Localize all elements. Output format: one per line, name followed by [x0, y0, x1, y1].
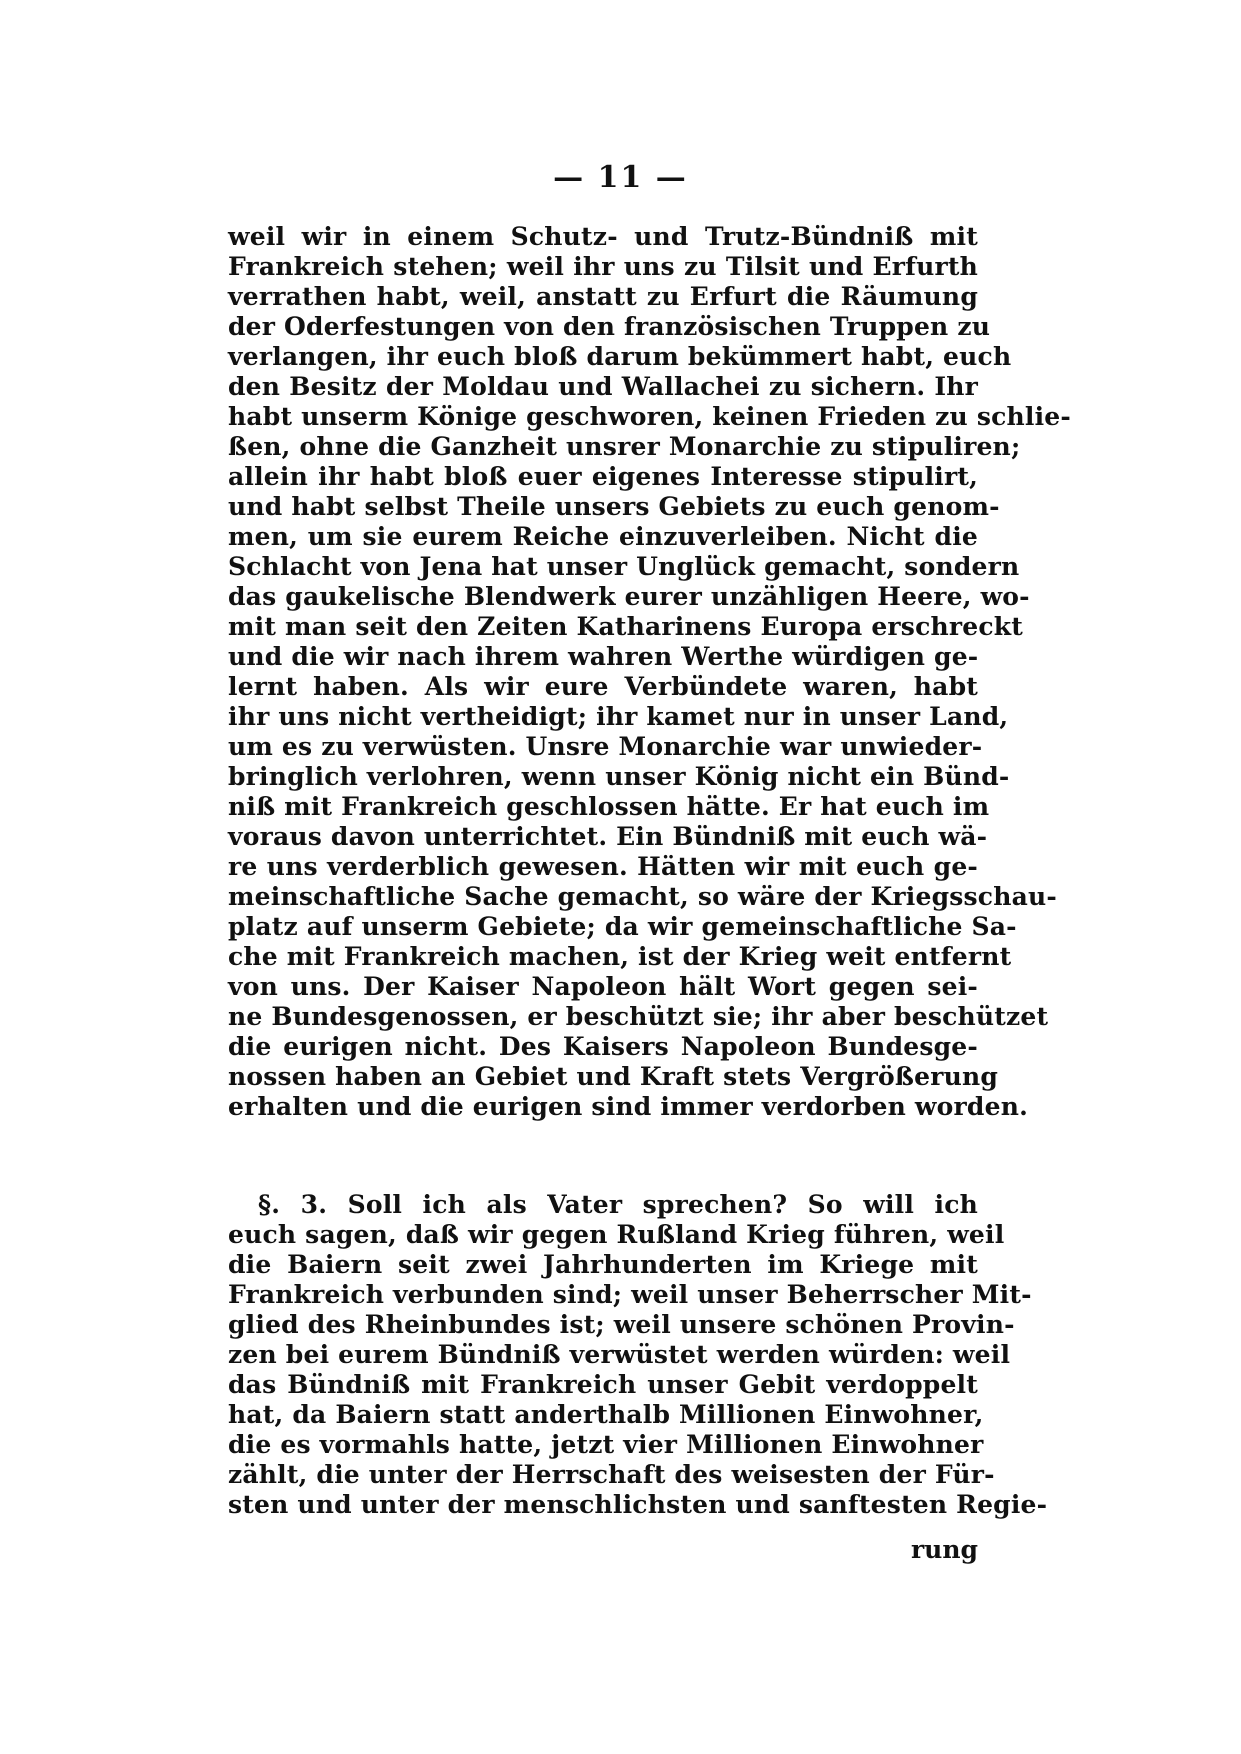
text-line: verrathen habt, weil, anstatt zu Erfurt die Räumung: [228, 282, 978, 311]
text-line: che mit Frankreich machen, ist der Krieg weit entfernt: [228, 942, 1012, 971]
text-line: von uns. Der Kaiser Napoleon hält Wort gegen sei-: [228, 972, 978, 1001]
text-line: re uns verderblich gewesen. Hätten wir mit euch ge-: [228, 852, 978, 881]
text-line: der Oderfestungen von den französischen Truppen zu: [228, 312, 991, 341]
text-line: glied des Rheinbundes ist; weil unsere schönen Provin-: [228, 1310, 1015, 1339]
page-number: — 11 —: [553, 160, 688, 195]
paragraph-1: [228, 222, 1071, 1122]
text-line: Frankreich verbunden sind; weil unser Beherrscher Mit-: [228, 1280, 1032, 1309]
text-line: und die wir nach ihrem wahren Werthe würdigen ge-: [228, 642, 979, 671]
text-line: Frankreich stehen; weil ihr uns zu Tilsit und Erfurth: [228, 252, 978, 281]
text-line: ihr uns nicht vertheidigt; ihr kamet nur in unser Land,: [228, 702, 1009, 731]
text-line: men, um sie eurem Reiche einzuverleiben. Nicht die: [228, 522, 978, 551]
text-line: platz auf unserm Gebiete; da wir gemeinschaftliche Sa-: [228, 912, 1017, 941]
text-line: die es vormahls hatte, jetzt vier Millionen Einwohner: [228, 1430, 984, 1459]
text-line: verlangen, ihr euch bloß darum bekümmert habt, euch: [228, 342, 1012, 371]
text-line: die eurigen nicht. Des Kaisers Napoleon Bundesge-: [228, 1032, 978, 1061]
text-line: ßen, ohne die Ganzheit unsrer Monarchie zu stipuliren;: [228, 432, 1021, 461]
text-line: lernt haben. Als wir eure Verbündete waren, habt: [228, 672, 978, 701]
text-line: ne Bundesgenossen, er beschützt sie; ihr aber beschützet: [228, 1002, 1049, 1031]
text-line: die Baiern seit zwei Jahrhunderten im Kriege mit: [228, 1250, 978, 1279]
text-line: zählt, die unter der Herrschaft des weisesten der Für-: [228, 1460, 995, 1489]
text-line: meinschaftliche Sache gemacht, so wäre der Kriegsschau-: [228, 882, 1057, 911]
text-line: hat, da Baiern statt anderthalb Millionen Einwohner,: [228, 1400, 984, 1429]
text-line: habt unserm Könige geschworen, keinen Frieden zu schlie-: [228, 402, 1071, 431]
text-line: nossen haben an Gebiet und Kraft stets Vergrößerung: [228, 1062, 999, 1091]
text-line: das gaukelische Blendwerk eurer unzähligen Heere, wo-: [228, 582, 1030, 611]
text-line: euch sagen, daß wir gegen Rußland Krieg führen, weil: [228, 1220, 1005, 1249]
text-line: Schlacht von Jena hat unser Unglück gemacht, sondern: [228, 552, 1020, 581]
text-line: bringlich verlohren, wenn unser König nicht ein Bünd-: [228, 762, 1010, 791]
text-line: erhalten und die eurigen sind immer verdorben worden.: [228, 1092, 1028, 1121]
text-line: den Besitz der Moldau und Wallachei zu sichern. Ihr: [228, 372, 978, 401]
text-line: sten und unter der menschlichsten und sanftesten Regie-: [228, 1490, 1048, 1519]
section-heading-line: §. 3. Soll ich als Vater sprechen? So will ich: [258, 1190, 978, 1219]
text-line: um es zu verwüsten. Unsre Monarchie war unwieder-: [228, 732, 983, 761]
text-line: das Bündniß mit Frankreich unser Gebit verdoppelt: [228, 1370, 978, 1399]
paragraph-2: [228, 1190, 1048, 1520]
text-line: niß mit Frankreich geschlossen hätte. Er hat euch im: [228, 792, 990, 821]
text-line: voraus davon unterrichtet. Ein Bündniß mit euch wä-: [228, 822, 988, 851]
text-line: allein ihr habt bloß euer eigenes Interesse stipulirt,: [228, 462, 978, 491]
catchword: rung: [910, 1535, 978, 1564]
text-line: weil wir in einem Schutz- und Trutz-Bündniß mit: [228, 222, 978, 251]
text-line: mit man seit den Zeiten Katharinens Europa erschreckt: [228, 612, 1024, 641]
text-line: und habt selbst Theile unsers Gebiets zu euch genom-: [228, 492, 1000, 521]
text-line: zen bei eurem Bündniß verwüstet werden würden: weil: [228, 1340, 1011, 1369]
